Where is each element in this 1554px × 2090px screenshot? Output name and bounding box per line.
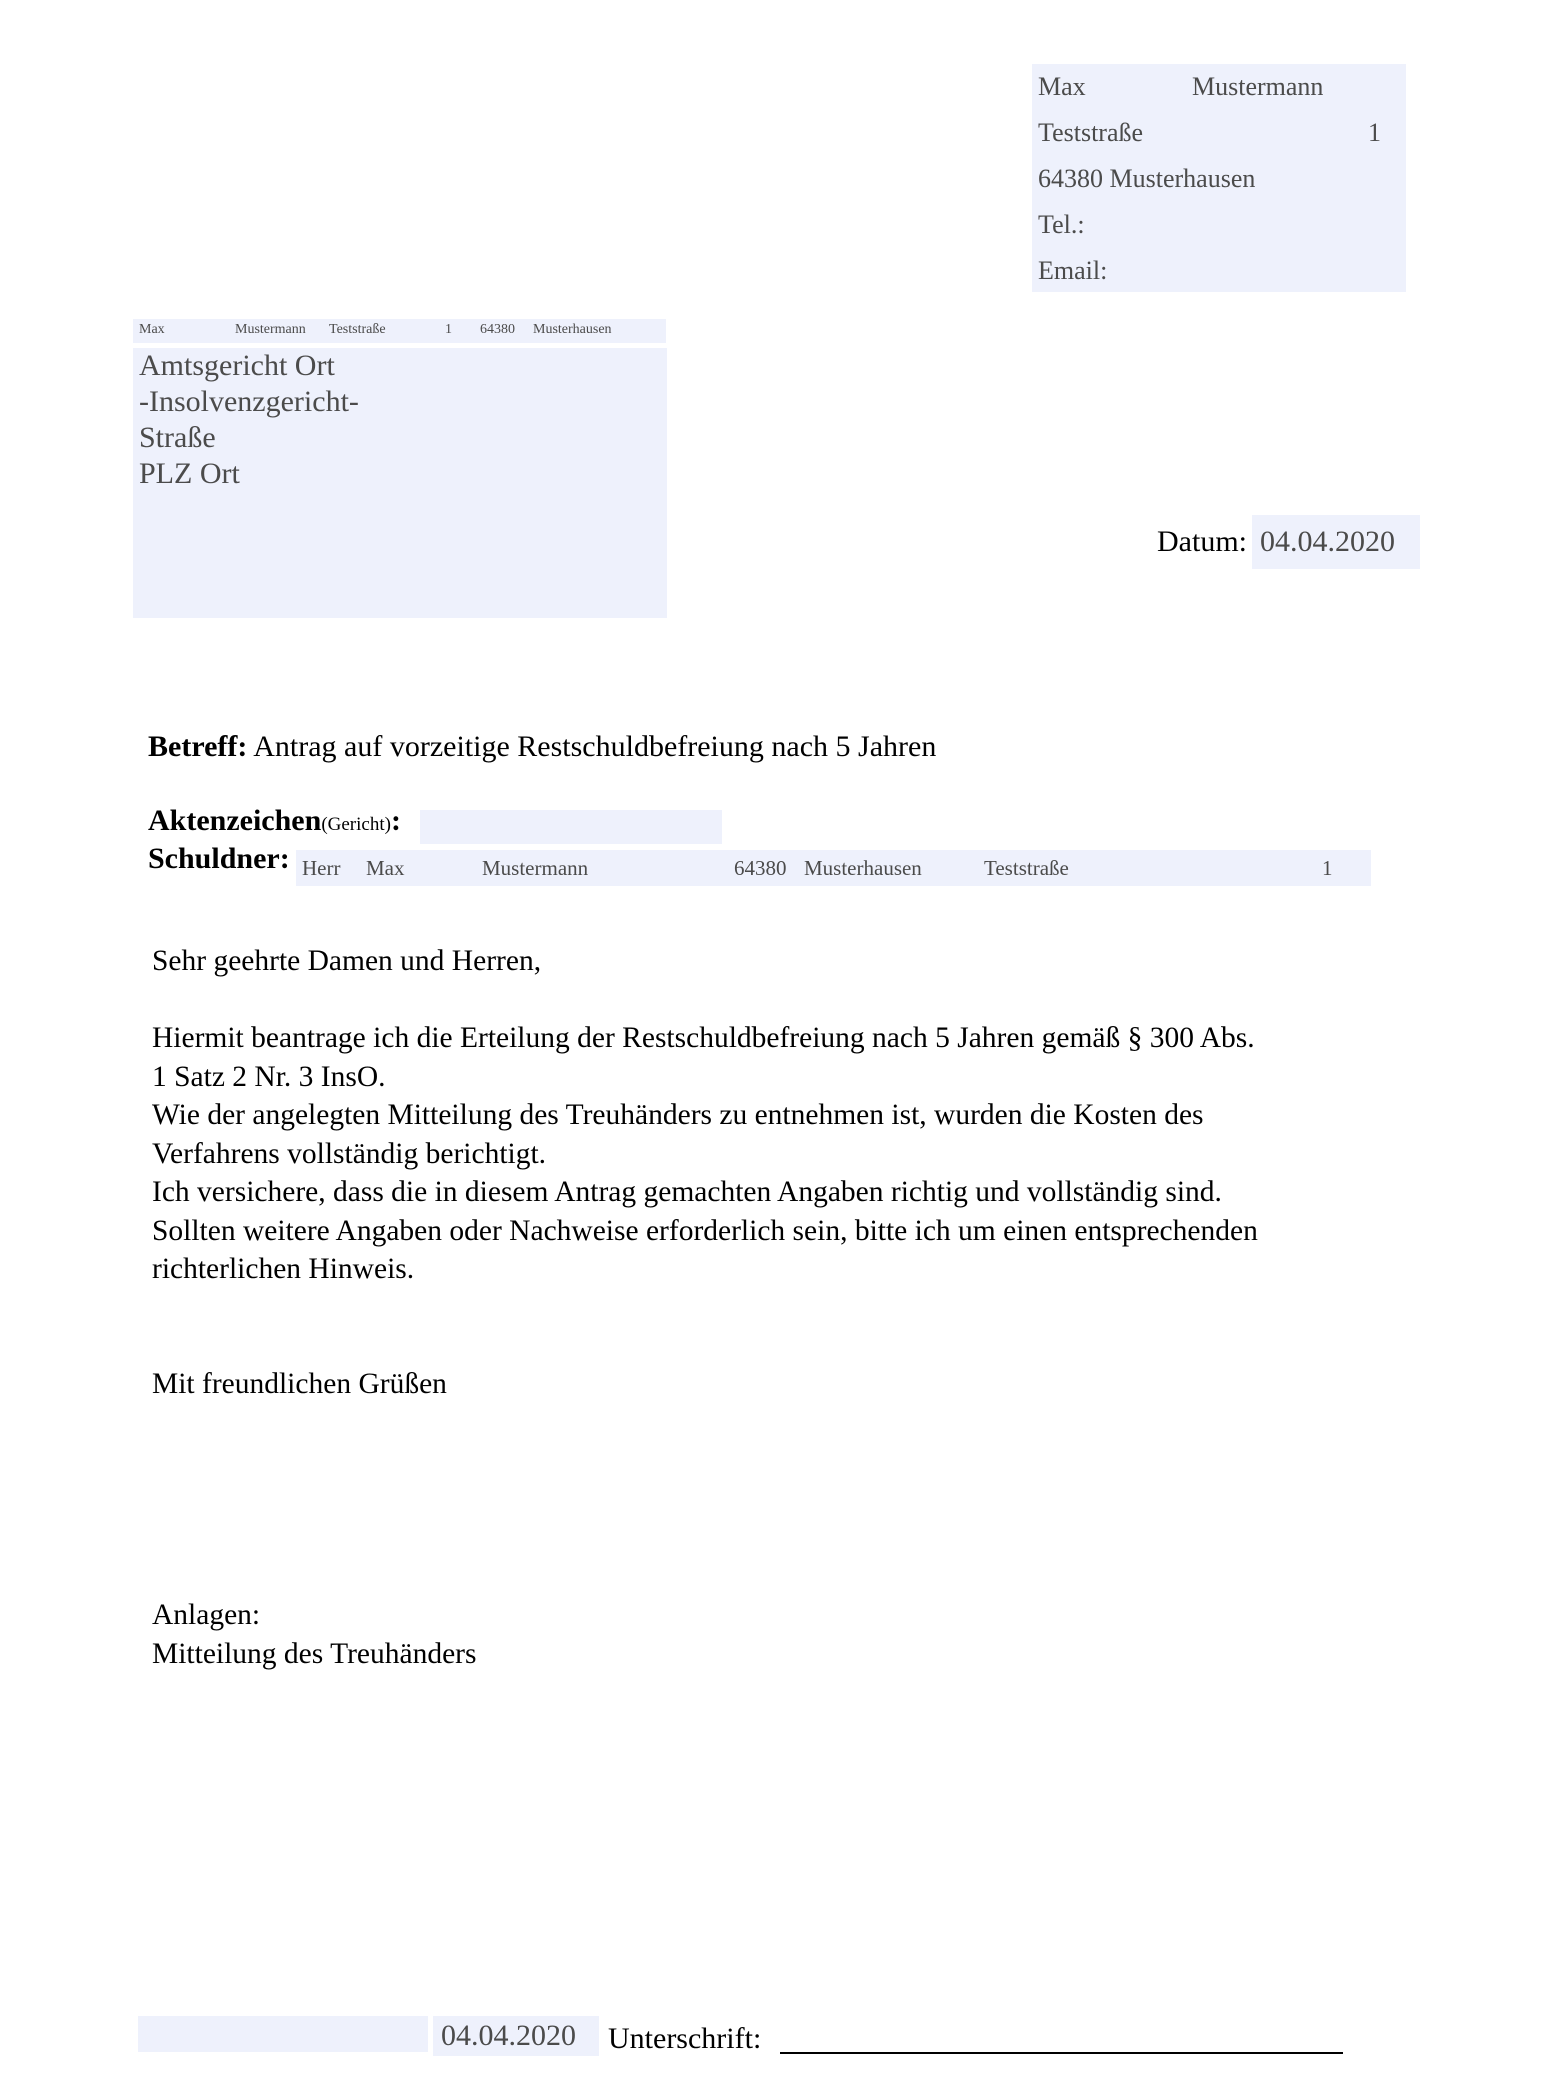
- subject-line: [148, 730, 936, 764]
- sender-first-name[interactable]: Max: [1038, 72, 1086, 101]
- case-number-sublabel: (Gericht): [321, 814, 391, 835]
- return-first-name: Max: [139, 322, 165, 337]
- case-number-field[interactable]: [420, 810, 722, 844]
- date-field[interactable]: 04.04.2020: [1252, 515, 1420, 569]
- case-number-label: Aktenzeichen: [148, 804, 322, 837]
- debtor-salutation[interactable]: Herr: [302, 856, 341, 880]
- signature-line: [780, 2052, 1343, 2054]
- paragraph-1-line-2: 1 Satz 2 Nr. 3 InsO.: [152, 1060, 386, 1093]
- date-label: Datum:: [1157, 525, 1247, 558]
- debtor-last-name[interactable]: Mustermann: [482, 856, 589, 880]
- recipient-line-4: PLZ Ort: [139, 457, 240, 490]
- sender-house-number[interactable]: 1: [1368, 118, 1381, 147]
- sender-city-line[interactable]: 64380 Musterhausen: [1038, 164, 1256, 193]
- paragraph-2-line-2: Verfahrens vollständig berichtigt.: [152, 1137, 547, 1170]
- recipient-line-1: Amtsgericht Ort: [139, 349, 335, 382]
- sender-address-block[interactable]: [1032, 64, 1406, 292]
- paragraph-4-line-2: richterlichen Hinweis.: [152, 1253, 415, 1285]
- subject-label: Betreff:: [148, 730, 248, 763]
- debtor-house-number[interactable]: 1: [1322, 856, 1333, 880]
- place-field[interactable]: [138, 2016, 428, 2052]
- return-address-line[interactable]: [133, 319, 666, 343]
- debtor-first-name[interactable]: Max: [366, 856, 405, 880]
- sender-last-name[interactable]: Mustermann: [1192, 72, 1324, 101]
- attachments-label: Anlagen:: [152, 1599, 261, 1631]
- debtor-city[interactable]: Musterhausen: [804, 856, 922, 880]
- paragraph-3-line-1: Ich versichere, dass die in diesem Antrag gemachten Angaben richtig und vollständig sind.: [152, 1176, 1222, 1208]
- return-street: Teststraße: [329, 322, 386, 337]
- signature-label: Unterschrift:: [608, 2022, 762, 2055]
- debtor-label: Schuldner:: [148, 842, 290, 875]
- debtor-fields[interactable]: [296, 850, 1371, 886]
- return-zip: 64380: [480, 322, 515, 337]
- debtor-street[interactable]: Teststraße: [984, 856, 1069, 880]
- closing: Mit freundlichen Grüßen: [152, 1368, 447, 1400]
- debtor-zip[interactable]: 64380: [734, 856, 787, 880]
- recipient-line-2: -Insolvenzgericht-: [139, 385, 359, 418]
- return-last-name: Mustermann: [235, 322, 306, 337]
- greeting: Sehr geehrte Damen und Herren,: [152, 945, 542, 977]
- paragraph-2-line-1: Wie der angelegten Mitteilung des Treuhänders zu entnehmen ist, wurden die Kosten des: [152, 1099, 1204, 1131]
- case-number-colon: :: [390, 804, 401, 837]
- paragraph-4-line-1: Sollten weitere Angaben oder Nachweise erforderlich sein, bitte ich um einen entsprechenden: [152, 1214, 1258, 1247]
- return-city: Musterhausen: [533, 322, 612, 337]
- paragraph-1-line-1: Hiermit beantrage ich die Erteilung der Restschuldbefreiung nach 5 Jahren gemäß § 300 Abs.: [152, 1022, 1255, 1054]
- return-house-number: 1: [445, 322, 452, 337]
- footer-date-field[interactable]: 04.04.2020: [433, 2016, 599, 2056]
- sender-email-label: Email:: [1038, 256, 1108, 285]
- case-number-label-group: [148, 804, 401, 838]
- recipient-address-field[interactable]: [133, 348, 667, 618]
- attachments: [152, 1596, 1392, 1673]
- sender-tel-label: Tel.:: [1038, 210, 1085, 239]
- sender-street[interactable]: Teststraße: [1038, 118, 1144, 147]
- letter-body: [152, 1019, 1392, 1289]
- subject-text: Antrag auf vorzeitige Restschuldbefreiung nach 5 Jahren: [253, 730, 937, 763]
- attachment-item: Mitteilung des Treuhänders: [152, 1637, 477, 1670]
- recipient-line-3: Straße: [139, 421, 216, 454]
